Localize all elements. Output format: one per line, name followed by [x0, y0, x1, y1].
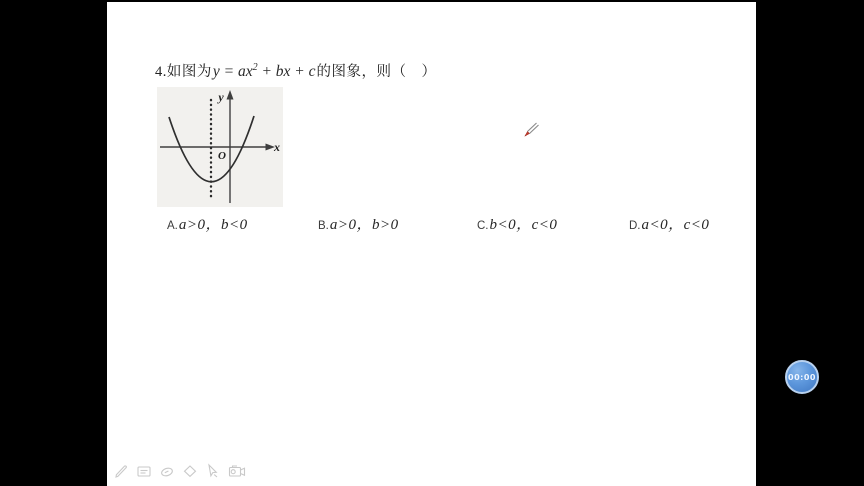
question-suffix: 的图象，则（ ） [316, 64, 437, 80]
red-pen-cursor-icon [522, 121, 540, 139]
timer-button[interactable] [785, 360, 819, 394]
formula-post: + bx + c [257, 63, 316, 80]
option-d-label: D. [629, 220, 641, 232]
timer-value: 00:00 [788, 372, 816, 382]
option-d-text: a<0，c<0 [641, 217, 710, 233]
pen-icon[interactable] [113, 463, 129, 479]
question-prefix: 如图为 [166, 64, 212, 80]
option-a-label: A. [167, 220, 178, 232]
option-c-text: b<0，c<0 [489, 217, 558, 233]
question-line [155, 60, 437, 81]
option-a [167, 213, 248, 234]
origin-label: O [218, 150, 226, 162]
camera-icon[interactable] [228, 463, 246, 479]
formula-pre: y = ax [212, 63, 253, 80]
option-b-text: a>0，b>0 [329, 217, 399, 233]
diamond-shape-icon[interactable] [182, 463, 198, 479]
slide-icon[interactable] [136, 463, 152, 479]
y-axis-arrow-icon [227, 90, 234, 100]
parabola-figure [157, 87, 283, 207]
parabola-svg [157, 87, 283, 207]
eraser-icon[interactable] [159, 463, 175, 479]
question-formula [213, 62, 316, 81]
whiteboard-page [107, 2, 756, 486]
option-d [629, 213, 709, 234]
question-number: 4. [155, 64, 167, 80]
option-c-label: C. [477, 220, 489, 232]
answer-options [107, 213, 756, 237]
option-b-label: B. [318, 220, 329, 232]
cursor-icon[interactable] [205, 463, 221, 479]
formula-exponent: 2 [252, 61, 258, 73]
y-axis-label: y [218, 90, 224, 104]
option-a-text: a>0，b<0 [178, 217, 248, 233]
x-axis-label: x [274, 140, 280, 154]
option-b [318, 213, 399, 234]
annotation-toolbar [113, 463, 246, 479]
option-c [477, 213, 557, 234]
